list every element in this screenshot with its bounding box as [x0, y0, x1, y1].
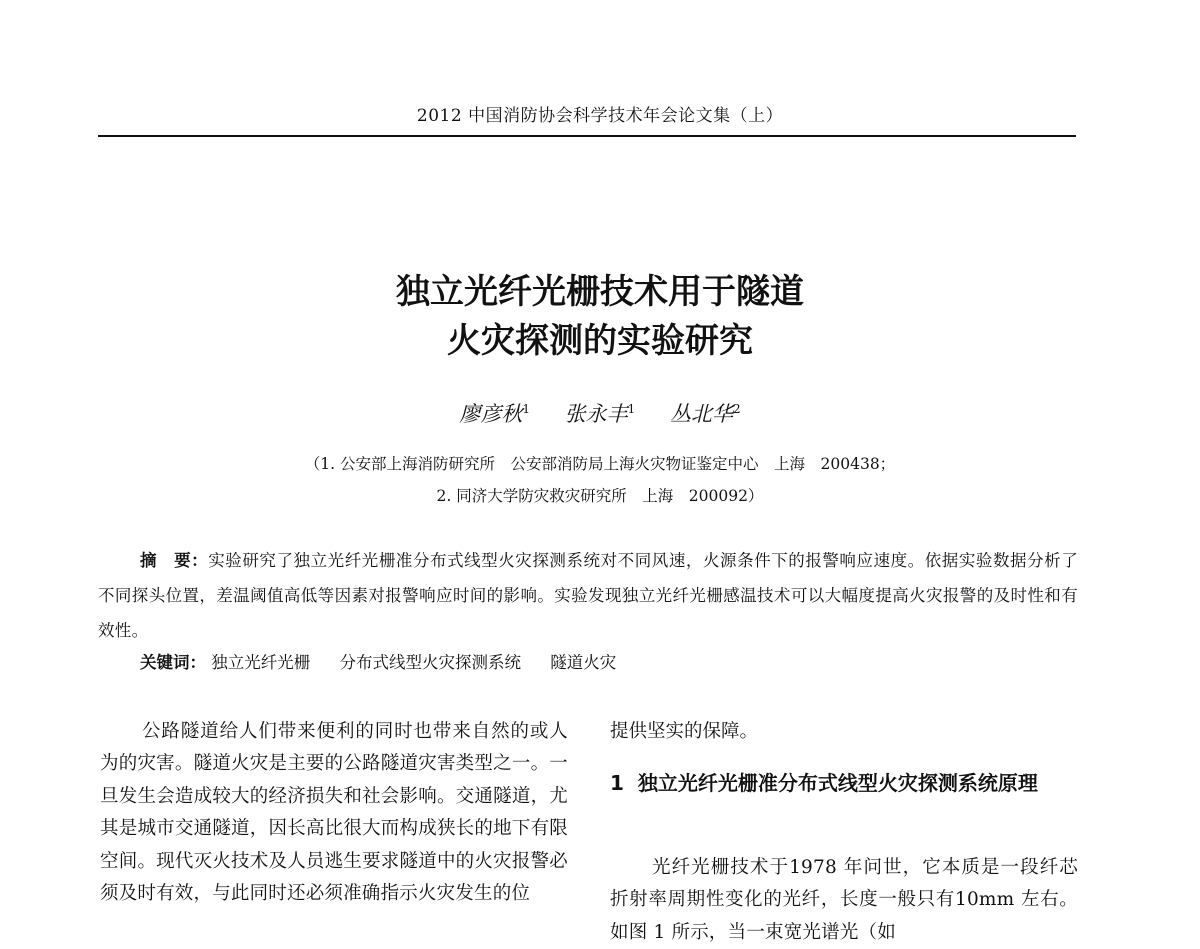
keyword: 独立光纤光栅 — [211, 653, 311, 672]
abstract — [98, 543, 1078, 648]
keywords-label: 关键词： — [140, 653, 206, 672]
title-line-2: 火灾探测的实验研究 — [447, 321, 753, 361]
abstract-text: 实验研究了独立光纤光栅准分布式线型火灾探测系统对不同风速，火源条件下的报警响应速度。依据实验数据分析了不同探头位置，差温阈值高低等因素对报警响应时间的影响。实验发现独立光纤光栅感温技术可以大幅度提高火灾报警的及时性和有效性。 — [98, 551, 1078, 640]
body-continuation-right: 提供坚实的保障。 — [610, 721, 759, 742]
affiliations — [0, 448, 1200, 512]
author: 张永丰$^1$ — [564, 402, 636, 426]
author-list — [0, 398, 1200, 428]
running-header: 2012 中国消防协会科学技术年会论文集（上） — [416, 106, 784, 126]
section-title: 独立光纤光栅准分布式线型火灾探测系统原理 — [637, 771, 1038, 795]
header-rule — [98, 135, 1076, 137]
title-line-1: 独立光纤光栅技术用于隧道 — [396, 272, 804, 312]
keyword: 隧道火灾 — [550, 653, 617, 672]
keyword: 分布式线型火灾探测系统 — [339, 653, 521, 672]
affiliation-line-1: （1. 公安部上海消防研究所 公安部消防局上海火灾物证鉴定中心 上海 200438； — [304, 455, 896, 473]
affiliation-line-2: 2. 同济大学防灾救灾研究所 上海 200092） — [436, 487, 764, 505]
section-heading — [610, 765, 1078, 801]
abstract-label: 摘 要： — [140, 551, 209, 570]
keywords — [140, 648, 1080, 678]
author: 丛北华$^2$ — [670, 402, 741, 426]
body-paragraph-right: 光纤光栅技术于1978 年问世，它本质是一段纤芯折射率周期性变化的光纤，长度一般只有10mm 左右。如图 1 所示，当一束宽光谱光（如 — [610, 857, 1078, 943]
body-paragraph-left: 公路隧道给人们带来便利的同时也带来自然的或人为的灾害。隧道火灾是主要的公路隧道灾害类型之一。一旦发生会造成较大的经济损失和社会影响。交通隧道，尤其是城市交通隧道，因长高比很大而构成狭长的地下有限空间。现代灭火技术及人员逃生要求隧道中的火灾报警必须及时有效，与此同时还必须准确指示火灾发生的位 — [100, 721, 568, 905]
author: 廖彦秋$^1$ — [459, 402, 530, 426]
paper-title — [0, 268, 1200, 366]
section-number: 1 — [610, 771, 624, 795]
